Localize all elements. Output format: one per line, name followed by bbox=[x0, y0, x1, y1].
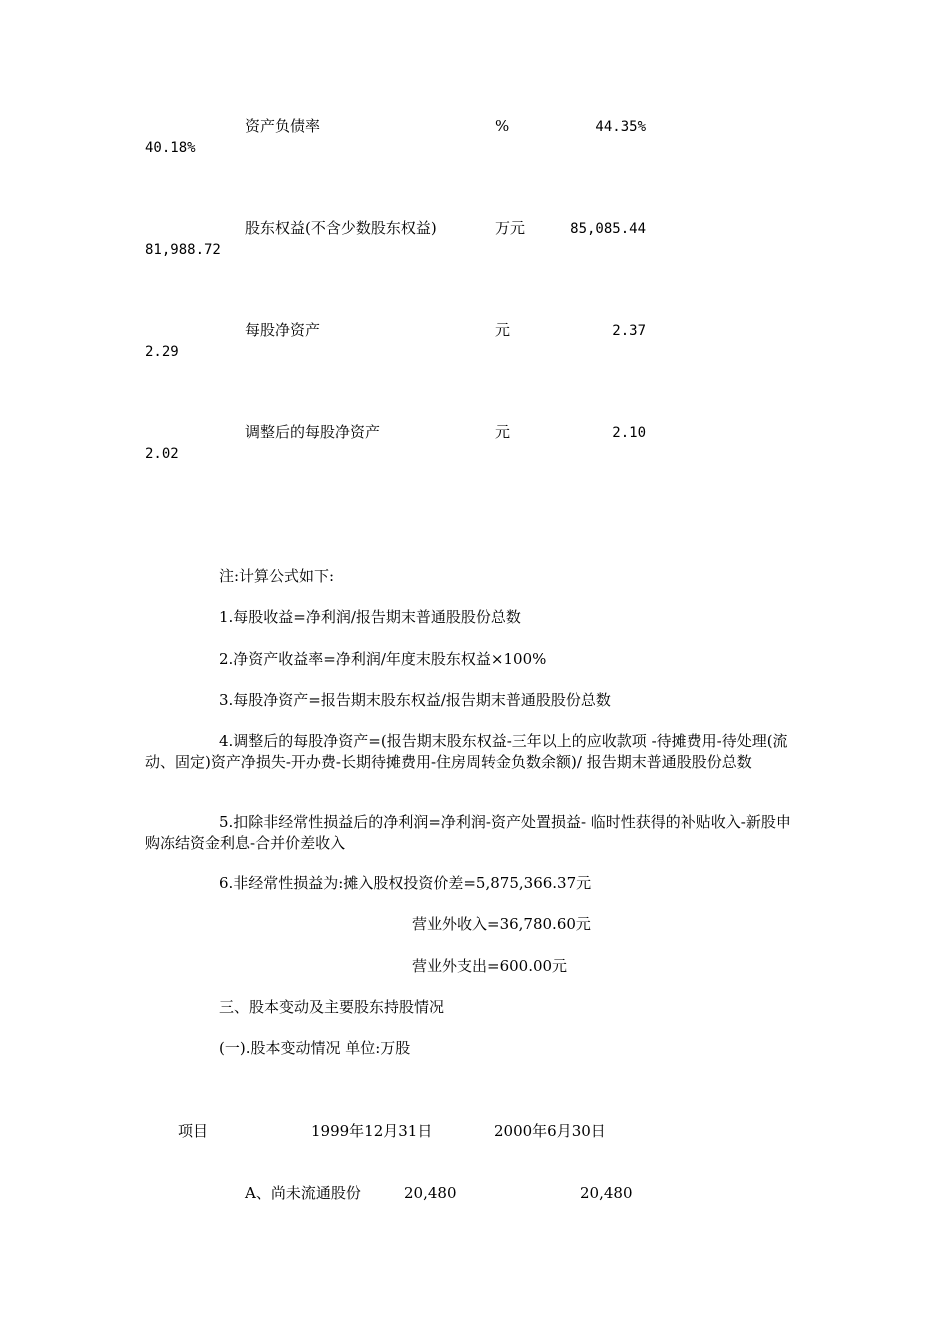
table-row-label: A、尚未流通股份 bbox=[245, 1184, 361, 1202]
metric-value-a: 2.37 bbox=[612, 323, 646, 339]
metric-value-b: 40.18% bbox=[145, 140, 196, 156]
metric-name: 股东权益(不含少数股东权益) bbox=[245, 219, 437, 237]
section-subtitle: (一).股本变动情况 单位:万股 bbox=[219, 1039, 411, 1057]
metric-value-b: 2.29 bbox=[145, 344, 179, 360]
metric-unit: % bbox=[495, 117, 510, 135]
note-item-4: 4.调整后的每股净资产=(报告期末股东权益-三年以上的应收款项 -待摊费用-待处理(流动、固定)资产净损失-开办费-长期待摊费用-住房周转金负数余额)/ 报告期末普通股股份总数 bbox=[145, 732, 788, 771]
note-item-1: 1.每股收益=净利润/报告期末普通股股份总数 bbox=[219, 608, 521, 626]
table-header-2000: 2000年6月30日 bbox=[494, 1122, 606, 1140]
metric-value-a: 85,085.44 bbox=[570, 221, 646, 237]
metric-name: 每股净资产 bbox=[245, 321, 321, 339]
note-sub-item-expense: 营业外支出=600.00元 bbox=[412, 957, 568, 975]
table-header-item: 项目 bbox=[178, 1122, 209, 1140]
table-header-1999: 1999年12月31日 bbox=[311, 1122, 433, 1140]
metric-value-a: 44.35% bbox=[595, 119, 646, 135]
note-sub-item-income: 营业外收入=36,780.60元 bbox=[412, 915, 591, 933]
table-cell-2000: 20,480 bbox=[580, 1184, 633, 1202]
metric-unit: 元 bbox=[495, 321, 511, 339]
metric-value-b: 2.02 bbox=[145, 446, 179, 462]
metric-unit: 元 bbox=[495, 423, 511, 441]
notes-heading: 注:计算公式如下: bbox=[219, 567, 335, 585]
note-item-3: 3.每股净资产=报告期末股东权益/报告期末普通股股份总数 bbox=[219, 691, 611, 709]
note-item-5: 5.扣除非经常性损益后的净利润=净利润-资产处置损益- 临时性获得的补贴收入-新股申购冻结资金利息-合并价差收入 bbox=[145, 813, 791, 852]
section-title: 三、股本变动及主要股东持股情况 bbox=[219, 998, 445, 1016]
metric-value-b: 81,988.72 bbox=[145, 242, 221, 258]
metric-name: 资产负债率 bbox=[245, 117, 321, 135]
metric-unit: 万元 bbox=[495, 219, 526, 237]
note-item-2: 2.净资产收益率=净利润/年度末股东权益×100% bbox=[219, 650, 547, 668]
metric-name: 调整后的每股净资产 bbox=[245, 423, 381, 441]
note-item-6: 6.非经常性损益为:摊入股权投资价差=5,875,366.37元 bbox=[219, 874, 592, 892]
table-cell-1999: 20,480 bbox=[404, 1184, 457, 1202]
metric-value-a: 2.10 bbox=[612, 425, 646, 441]
